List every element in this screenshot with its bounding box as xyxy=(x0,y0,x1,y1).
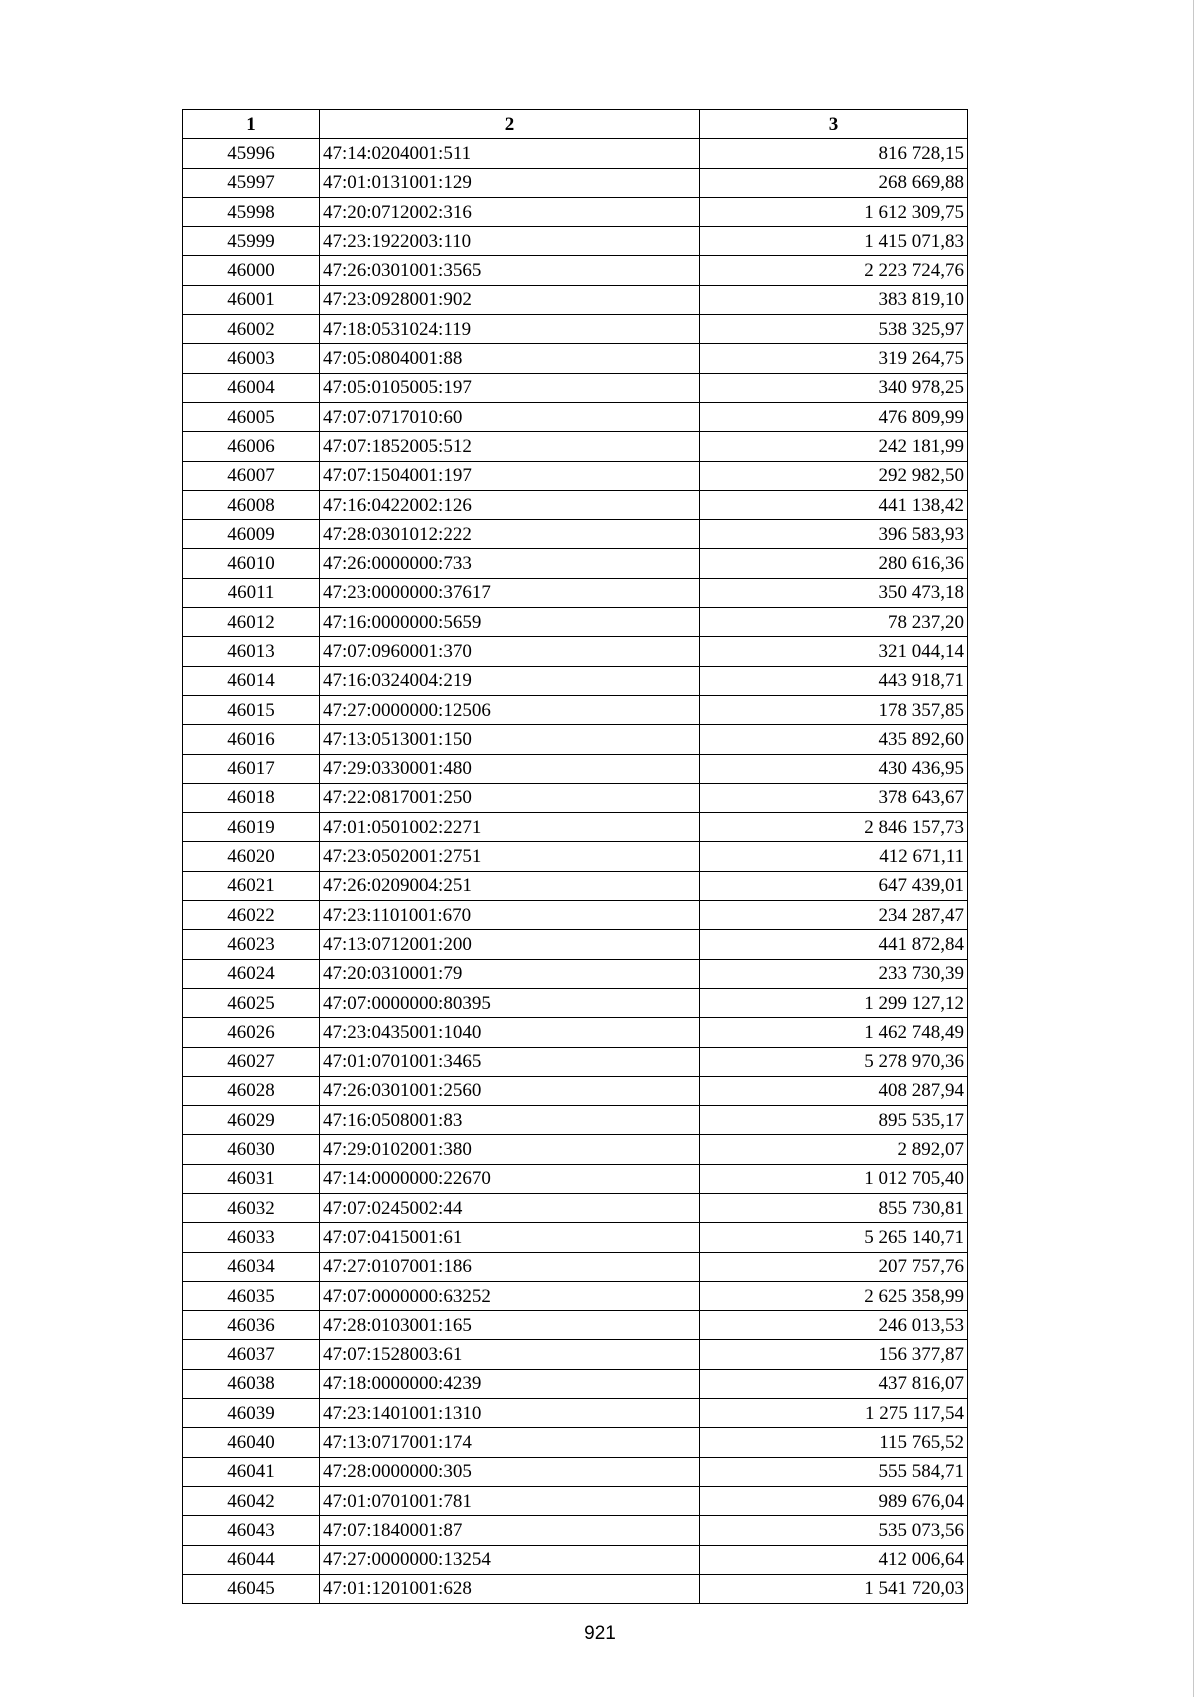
row-number-cell: 46044 xyxy=(183,1545,320,1574)
value-cell: 319 264,75 xyxy=(700,344,968,373)
row-number-cell: 46005 xyxy=(183,402,320,431)
table-row xyxy=(183,197,968,226)
value-cell: 2 625 358,99 xyxy=(700,1281,968,1310)
value-cell: 1 541 720,03 xyxy=(700,1574,968,1603)
row-number-cell: 46043 xyxy=(183,1516,320,1545)
table-row xyxy=(183,1486,968,1515)
column-header-3: 3 xyxy=(700,110,968,139)
table-row xyxy=(183,344,968,373)
value-cell: 1 462 748,49 xyxy=(700,1018,968,1047)
cadastral-number-cell: 47:05:0105005:197 xyxy=(320,373,700,402)
row-number-cell: 46034 xyxy=(183,1252,320,1281)
cadastral-number-cell: 47:26:0000000:733 xyxy=(320,549,700,578)
value-cell: 350 473,18 xyxy=(700,578,968,607)
row-number-cell: 46003 xyxy=(183,344,320,373)
row-number-cell: 46037 xyxy=(183,1340,320,1369)
table-row xyxy=(183,988,968,1017)
cadastral-number-cell: 47:07:0245002:44 xyxy=(320,1193,700,1222)
cadastral-number-cell: 47:27:0000000:12506 xyxy=(320,695,700,724)
row-number-cell: 46019 xyxy=(183,813,320,842)
cadastral-number-cell: 47:13:0717001:174 xyxy=(320,1428,700,1457)
value-cell: 1 299 127,12 xyxy=(700,988,968,1017)
page-edge-line xyxy=(1193,0,1194,1697)
table-row xyxy=(183,315,968,344)
value-cell: 156 377,87 xyxy=(700,1340,968,1369)
row-number-cell: 45999 xyxy=(183,227,320,256)
cadastral-number-cell: 47:20:0310001:79 xyxy=(320,959,700,988)
value-cell: 441 138,42 xyxy=(700,490,968,519)
cadastral-number-cell: 47:23:0435001:1040 xyxy=(320,1018,700,1047)
cadastral-number-cell: 47:16:0324004:219 xyxy=(320,666,700,695)
table-row xyxy=(183,1574,968,1603)
value-cell: 292 982,50 xyxy=(700,461,968,490)
table-row xyxy=(183,813,968,842)
table-row xyxy=(183,1340,968,1369)
row-number-cell: 46004 xyxy=(183,373,320,402)
table-row xyxy=(183,1223,968,1252)
value-cell: 2 892,07 xyxy=(700,1135,968,1164)
cadastral-number-cell: 47:07:0960001:370 xyxy=(320,637,700,666)
value-cell: 816 728,15 xyxy=(700,139,968,168)
cadastral-number-cell: 47:23:1101001:670 xyxy=(320,901,700,930)
value-cell: 396 583,93 xyxy=(700,520,968,549)
table-row xyxy=(183,1399,968,1428)
cadastral-number-cell: 47:26:0301001:3565 xyxy=(320,256,700,285)
value-cell: 412 671,11 xyxy=(700,842,968,871)
cadastral-number-cell: 47:26:0301001:2560 xyxy=(320,1076,700,1105)
value-cell: 280 616,36 xyxy=(700,549,968,578)
cadastral-number-cell: 47:07:1504001:197 xyxy=(320,461,700,490)
cadastral-number-cell: 47:23:0928001:902 xyxy=(320,285,700,314)
row-number-cell: 46026 xyxy=(183,1018,320,1047)
value-cell: 855 730,81 xyxy=(700,1193,968,1222)
row-number-cell: 46012 xyxy=(183,608,320,637)
table-row xyxy=(183,754,968,783)
cadastral-number-cell: 47:01:0701001:3465 xyxy=(320,1047,700,1076)
table-row xyxy=(183,1428,968,1457)
table-row xyxy=(183,901,968,930)
table-row xyxy=(183,1252,968,1281)
table-row xyxy=(183,1516,968,1545)
value-cell: 476 809,99 xyxy=(700,402,968,431)
cadastral-number-cell: 47:28:0103001:165 xyxy=(320,1311,700,1340)
table-row xyxy=(183,578,968,607)
row-number-cell: 46015 xyxy=(183,695,320,724)
table-row xyxy=(183,168,968,197)
cadastral-number-cell: 47:27:0107001:186 xyxy=(320,1252,700,1281)
value-cell: 535 073,56 xyxy=(700,1516,968,1545)
cadastral-number-cell: 47:16:0422002:126 xyxy=(320,490,700,519)
value-cell: 321 044,14 xyxy=(700,637,968,666)
row-number-cell: 46041 xyxy=(183,1457,320,1486)
row-number-cell: 46020 xyxy=(183,842,320,871)
value-cell: 233 730,39 xyxy=(700,959,968,988)
cadastral-number-cell: 47:23:1922003:110 xyxy=(320,227,700,256)
cadastral-number-cell: 47:28:0301012:222 xyxy=(320,520,700,549)
cadastral-number-cell: 47:29:0102001:380 xyxy=(320,1135,700,1164)
cadastral-number-cell: 47:07:1528003:61 xyxy=(320,1340,700,1369)
cadastral-number-cell: 47:20:0712002:316 xyxy=(320,197,700,226)
row-number-cell: 46038 xyxy=(183,1369,320,1398)
cadastral-number-cell: 47:07:1852005:512 xyxy=(320,432,700,461)
row-number-cell: 46045 xyxy=(183,1574,320,1603)
row-number-cell: 46006 xyxy=(183,432,320,461)
table-row xyxy=(183,490,968,519)
value-cell: 5 265 140,71 xyxy=(700,1223,968,1252)
value-cell: 340 978,25 xyxy=(700,373,968,402)
table-row xyxy=(183,1281,968,1310)
table-header-row xyxy=(183,110,968,139)
row-number-cell: 46035 xyxy=(183,1281,320,1310)
table-row xyxy=(183,520,968,549)
value-cell: 115 765,52 xyxy=(700,1428,968,1457)
table-row xyxy=(183,1135,968,1164)
row-number-cell: 46023 xyxy=(183,930,320,959)
row-number-cell: 46014 xyxy=(183,666,320,695)
value-cell: 78 237,20 xyxy=(700,608,968,637)
cadastral-number-cell: 47:01:1201001:628 xyxy=(320,1574,700,1603)
value-cell: 383 819,10 xyxy=(700,285,968,314)
value-cell: 378 643,67 xyxy=(700,783,968,812)
row-number-cell: 46013 xyxy=(183,637,320,666)
table-row xyxy=(183,1076,968,1105)
value-cell: 5 278 970,36 xyxy=(700,1047,968,1076)
table-row xyxy=(183,930,968,959)
table-row xyxy=(183,139,968,168)
value-cell: 430 436,95 xyxy=(700,754,968,783)
value-cell: 895 535,17 xyxy=(700,1106,968,1135)
row-number-cell: 46022 xyxy=(183,901,320,930)
cadastral-number-cell: 47:13:0513001:150 xyxy=(320,725,700,754)
cadastral-number-cell: 47:18:0531024:119 xyxy=(320,315,700,344)
row-number-cell: 45996 xyxy=(183,139,320,168)
cadastral-number-cell: 47:23:0502001:2751 xyxy=(320,842,700,871)
column-header-2: 2 xyxy=(320,110,700,139)
value-cell: 408 287,94 xyxy=(700,1076,968,1105)
value-cell: 268 669,88 xyxy=(700,168,968,197)
table-row xyxy=(183,842,968,871)
row-number-cell: 45997 xyxy=(183,168,320,197)
row-number-cell: 46030 xyxy=(183,1135,320,1164)
table-row xyxy=(183,1047,968,1076)
table-row xyxy=(183,637,968,666)
row-number-cell: 46001 xyxy=(183,285,320,314)
table-row xyxy=(183,959,968,988)
cadastral-number-cell: 47:26:0209004:251 xyxy=(320,871,700,900)
table-row xyxy=(183,227,968,256)
table-row xyxy=(183,1106,968,1135)
table-body xyxy=(183,139,968,1604)
cadastral-number-cell: 47:13:0712001:200 xyxy=(320,930,700,959)
row-number-cell: 46042 xyxy=(183,1486,320,1515)
value-cell: 234 287,47 xyxy=(700,901,968,930)
value-cell: 1 275 117,54 xyxy=(700,1399,968,1428)
row-number-cell: 46033 xyxy=(183,1223,320,1252)
cadastral-number-cell: 47:16:0000000:5659 xyxy=(320,608,700,637)
value-cell: 437 816,07 xyxy=(700,1369,968,1398)
cadastral-number-cell: 47:01:0131001:129 xyxy=(320,168,700,197)
row-number-cell: 46010 xyxy=(183,549,320,578)
value-cell: 647 439,01 xyxy=(700,871,968,900)
row-number-cell: 46028 xyxy=(183,1076,320,1105)
table-row xyxy=(183,1311,968,1340)
cadastral-number-cell: 47:07:0717010:60 xyxy=(320,402,700,431)
value-cell: 555 584,71 xyxy=(700,1457,968,1486)
value-cell: 207 757,76 xyxy=(700,1252,968,1281)
column-header-1: 1 xyxy=(183,110,320,139)
value-cell: 2 846 157,73 xyxy=(700,813,968,842)
page-number: 921 xyxy=(584,1623,616,1644)
row-number-cell: 46036 xyxy=(183,1311,320,1340)
value-cell: 441 872,84 xyxy=(700,930,968,959)
cadastral-number-cell: 47:23:1401001:1310 xyxy=(320,1399,700,1428)
table-row xyxy=(183,1457,968,1486)
table-row xyxy=(183,783,968,812)
cadastral-number-cell: 47:28:0000000:305 xyxy=(320,1457,700,1486)
row-number-cell: 46040 xyxy=(183,1428,320,1457)
value-cell: 1 012 705,40 xyxy=(700,1164,968,1193)
value-cell: 1 612 309,75 xyxy=(700,197,968,226)
cadastral-number-cell: 47:23:0000000:37617 xyxy=(320,578,700,607)
value-cell: 2 223 724,76 xyxy=(700,256,968,285)
value-cell: 989 676,04 xyxy=(700,1486,968,1515)
table-row xyxy=(183,461,968,490)
table-row xyxy=(183,666,968,695)
table-row xyxy=(183,695,968,724)
table-row xyxy=(183,1369,968,1398)
table-row xyxy=(183,1164,968,1193)
cadastral-number-cell: 47:14:0000000:22670 xyxy=(320,1164,700,1193)
cadastral-number-cell: 47:07:0415001:61 xyxy=(320,1223,700,1252)
cadastral-number-cell: 47:18:0000000:4239 xyxy=(320,1369,700,1398)
row-number-cell: 46018 xyxy=(183,783,320,812)
value-cell: 435 892,60 xyxy=(700,725,968,754)
cadastral-number-cell: 47:29:0330001:480 xyxy=(320,754,700,783)
row-number-cell: 46017 xyxy=(183,754,320,783)
row-number-cell: 46031 xyxy=(183,1164,320,1193)
row-number-cell: 46025 xyxy=(183,988,320,1017)
row-number-cell: 46021 xyxy=(183,871,320,900)
table-row xyxy=(183,1193,968,1222)
row-number-cell: 46032 xyxy=(183,1193,320,1222)
registry-table xyxy=(182,109,968,1604)
value-cell: 242 181,99 xyxy=(700,432,968,461)
row-number-cell: 46024 xyxy=(183,959,320,988)
table-row xyxy=(183,402,968,431)
row-number-cell: 46016 xyxy=(183,725,320,754)
value-cell: 443 918,71 xyxy=(700,666,968,695)
cadastral-number-cell: 47:07:0000000:80395 xyxy=(320,988,700,1017)
table-row xyxy=(183,373,968,402)
value-cell: 246 013,53 xyxy=(700,1311,968,1340)
table-row xyxy=(183,256,968,285)
cadastral-number-cell: 47:16:0508001:83 xyxy=(320,1106,700,1135)
row-number-cell: 46000 xyxy=(183,256,320,285)
table-row xyxy=(183,285,968,314)
table-row xyxy=(183,725,968,754)
registry-table-container xyxy=(182,109,967,1604)
row-number-cell: 45998 xyxy=(183,197,320,226)
row-number-cell: 46027 xyxy=(183,1047,320,1076)
row-number-cell: 46007 xyxy=(183,461,320,490)
cadastral-number-cell: 47:27:0000000:13254 xyxy=(320,1545,700,1574)
cadastral-number-cell: 47:07:1840001:87 xyxy=(320,1516,700,1545)
cadastral-number-cell: 47:14:0204001:511 xyxy=(320,139,700,168)
row-number-cell: 46011 xyxy=(183,578,320,607)
row-number-cell: 46002 xyxy=(183,315,320,344)
table-row xyxy=(183,432,968,461)
table-row xyxy=(183,608,968,637)
table-row xyxy=(183,549,968,578)
value-cell: 1 415 071,83 xyxy=(700,227,968,256)
cadastral-number-cell: 47:22:0817001:250 xyxy=(320,783,700,812)
cadastral-number-cell: 47:07:0000000:63252 xyxy=(320,1281,700,1310)
cadastral-number-cell: 47:05:0804001:88 xyxy=(320,344,700,373)
cadastral-number-cell: 47:01:0701001:781 xyxy=(320,1486,700,1515)
value-cell: 178 357,85 xyxy=(700,695,968,724)
value-cell: 538 325,97 xyxy=(700,315,968,344)
table-row xyxy=(183,1018,968,1047)
row-number-cell: 46039 xyxy=(183,1399,320,1428)
row-number-cell: 46029 xyxy=(183,1106,320,1135)
table-row xyxy=(183,871,968,900)
row-number-cell: 46009 xyxy=(183,520,320,549)
cadastral-number-cell: 47:01:0501002:2271 xyxy=(320,813,700,842)
value-cell: 412 006,64 xyxy=(700,1545,968,1574)
row-number-cell: 46008 xyxy=(183,490,320,519)
table-row xyxy=(183,1545,968,1574)
